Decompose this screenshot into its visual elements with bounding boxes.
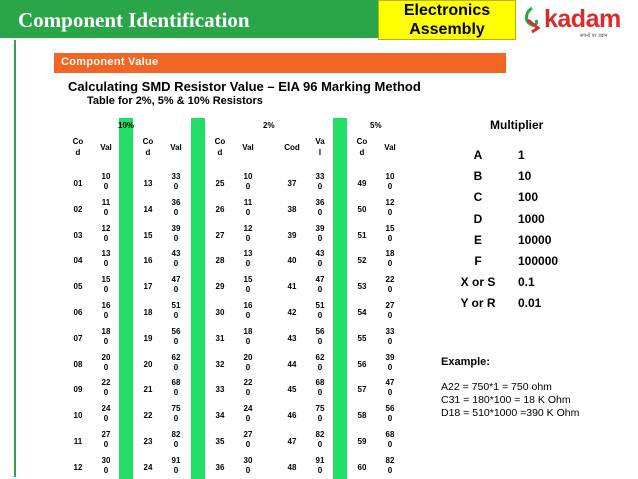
table-cell-code: 15 bbox=[143, 230, 153, 240]
table-cell-value: 27 0 bbox=[243, 430, 253, 449]
table-cell-code: 20 bbox=[143, 359, 153, 369]
table-cell-value: 27 0 bbox=[385, 301, 395, 320]
table-cell-code: 48 bbox=[287, 462, 297, 472]
table-cell-value: 22 0 bbox=[385, 275, 395, 295]
multiplier-code: Y or R bbox=[460, 296, 496, 311]
table-cell-value: 20 0 bbox=[101, 352, 111, 372]
tolerance-label: 2% bbox=[263, 121, 275, 130]
column-header-code: Cod bbox=[284, 143, 300, 152]
table-cell-value: 68 0 bbox=[385, 430, 395, 449]
column-header-val: Val bbox=[100, 143, 112, 152]
example-line: D18 = 510*1000 =390 K Ohm bbox=[441, 407, 580, 419]
table-cell-code: 38 bbox=[287, 204, 297, 214]
table-cell-code: 35 bbox=[215, 437, 225, 446]
table-cell-value: 56 0 bbox=[385, 404, 395, 424]
badge-line-1: Electronics bbox=[403, 2, 491, 19]
table-cell-code: 28 bbox=[215, 256, 225, 266]
table-cell-code: 30 bbox=[215, 308, 225, 317]
header-band bbox=[0, 0, 378, 38]
header bbox=[0, 0, 638, 40]
table-cell-value: 75 0 bbox=[171, 404, 181, 424]
table-cell-code: 29 bbox=[215, 282, 225, 292]
column-header-code: Co d bbox=[356, 137, 368, 157]
table-cell-value: 30 0 bbox=[243, 455, 253, 475]
example-line: C31 = 180*100 = 18 K Ohm bbox=[441, 394, 571, 406]
table-cell-value: 82 0 bbox=[385, 455, 395, 475]
table-cell-code: 60 bbox=[357, 462, 367, 472]
table-cell-value: 15 0 bbox=[385, 223, 395, 243]
table-cell-code: 07 bbox=[73, 333, 83, 343]
table-cell-value: 12 0 bbox=[243, 223, 253, 243]
table-cell-code: 02 bbox=[73, 204, 83, 214]
table-cell-code: 27 bbox=[215, 230, 225, 240]
table-cell-value: 91 0 bbox=[171, 455, 181, 475]
table-cell-value: 62 0 bbox=[315, 352, 325, 372]
table-cell-value: 16 0 bbox=[101, 301, 111, 320]
table-cell-code: 50 bbox=[357, 204, 367, 214]
table-cell-value: 15 0 bbox=[101, 275, 111, 295]
table-cell-value: 33 0 bbox=[171, 172, 181, 191]
multiplier-value: 1 bbox=[518, 148, 525, 162]
table-cell-value: 36 0 bbox=[171, 197, 181, 217]
table-cell-value: 18 0 bbox=[101, 326, 111, 346]
tolerance-label: 5% bbox=[370, 121, 382, 130]
table-cell-value: 12 0 bbox=[101, 223, 111, 243]
table-cell-value: 15 0 bbox=[243, 275, 253, 295]
table-cell-value: 39 0 bbox=[171, 223, 181, 243]
multiplier-code: A bbox=[473, 148, 483, 162]
table-cell-value: 39 0 bbox=[385, 352, 395, 372]
table-cell-value: 11 0 bbox=[243, 197, 253, 217]
table-cell-code: 36 bbox=[215, 462, 225, 472]
table-cell-code: 17 bbox=[143, 282, 153, 292]
table-cell-code: 44 bbox=[287, 359, 297, 369]
table-cell-value: 33 0 bbox=[315, 172, 325, 191]
table-cell-value: 16 0 bbox=[243, 301, 253, 320]
table-cell-code: 13 bbox=[143, 179, 153, 188]
table-cell-code: 56 bbox=[357, 359, 367, 369]
multiplier-value: 100 bbox=[518, 190, 539, 205]
table-cell-code: 34 bbox=[215, 411, 225, 421]
table-cell-code: 03 bbox=[73, 230, 83, 240]
table-cell-value: 56 0 bbox=[171, 326, 181, 346]
column-header-code: Co d bbox=[142, 137, 154, 157]
logo-text: kadam bbox=[544, 5, 621, 33]
table-cell-code: 24 bbox=[143, 462, 153, 472]
multiplier-value: 10000 bbox=[518, 232, 552, 247]
table-cell-value: 10 0 bbox=[243, 172, 253, 191]
table-cell-code: 52 bbox=[357, 256, 367, 266]
table-cell-value: 68 0 bbox=[171, 378, 181, 398]
table-cell-value: 82 0 bbox=[171, 430, 181, 449]
table-cell-code: 45 bbox=[287, 385, 297, 395]
ekadam-logo bbox=[520, 2, 636, 40]
column-header-val: Val bbox=[242, 143, 254, 152]
table-cell-value: 12 0 bbox=[385, 197, 395, 217]
table-cell-value: 68 0 bbox=[315, 378, 325, 398]
table-cell-value: 51 0 bbox=[315, 301, 325, 320]
table-cell-code: 05 bbox=[73, 282, 83, 292]
table-cell-code: 09 bbox=[73, 385, 83, 395]
logo-mark-icon bbox=[522, 6, 544, 34]
table-cell-code: 40 bbox=[287, 256, 297, 266]
column-header-code: Co d bbox=[72, 137, 84, 157]
section-label: Component Value bbox=[61, 56, 159, 68]
column-header-val: Va l bbox=[315, 137, 325, 157]
multiplier-value: 100000 bbox=[518, 254, 559, 268]
table-cell-code: 58 bbox=[357, 411, 367, 421]
table-cell-code: 49 bbox=[357, 179, 367, 188]
column-header-code: Co d bbox=[214, 137, 226, 157]
table-cell-code: 31 bbox=[215, 333, 225, 343]
table-cell-value: 27 0 bbox=[101, 430, 111, 449]
table-cell-code: 18 bbox=[143, 308, 153, 317]
table-cell-value: 56 0 bbox=[315, 326, 325, 346]
table-cell-code: 10 bbox=[73, 411, 83, 421]
table-cell-value: 10 0 bbox=[101, 172, 111, 191]
tolerance-separator bbox=[191, 118, 205, 479]
table-cell-value: 36 0 bbox=[315, 197, 325, 217]
table-cell-value: 11 0 bbox=[101, 197, 111, 217]
multiplier-code: C bbox=[473, 190, 483, 205]
table-cell-value: 75 0 bbox=[315, 404, 325, 424]
table-cell-code: 39 bbox=[287, 230, 297, 240]
table-cell-code: 14 bbox=[143, 204, 153, 214]
table-cell-value: 22 0 bbox=[101, 378, 111, 398]
table-cell-value: 43 0 bbox=[171, 249, 181, 269]
table-cell-code: 54 bbox=[357, 308, 367, 317]
table-cell-code: 25 bbox=[215, 179, 225, 188]
table-cell-code: 16 bbox=[143, 256, 153, 266]
table-cell-code: 55 bbox=[357, 333, 367, 343]
table-cell-code: 41 bbox=[287, 282, 297, 292]
example-title: Example: bbox=[441, 356, 490, 368]
table-cell-code: 04 bbox=[73, 256, 83, 266]
table-cell-code: 22 bbox=[143, 411, 153, 421]
table-cell-code: 32 bbox=[215, 359, 225, 369]
page-title: Component Identification bbox=[18, 8, 250, 32]
tolerance-separator bbox=[333, 118, 347, 479]
table-cell-value: 24 0 bbox=[101, 404, 111, 424]
table-cell-code: 26 bbox=[215, 204, 225, 214]
example-line: A22 = 750*1 = 750 ohm bbox=[441, 381, 552, 393]
table-cell-code: 47 bbox=[287, 437, 297, 446]
table-cell-code: 42 bbox=[287, 308, 297, 317]
multiplier-value: 0.1 bbox=[518, 275, 535, 290]
table-cell-value: 91 0 bbox=[315, 455, 325, 475]
table-cell-code: 43 bbox=[287, 333, 297, 343]
table-cell-code: 06 bbox=[73, 308, 83, 317]
logo-tagline: सपनों पर उड़ान bbox=[580, 33, 608, 39]
table-cell-value: 30 0 bbox=[101, 455, 111, 475]
tolerance-separator bbox=[119, 118, 133, 479]
multiplier-code: E bbox=[473, 232, 482, 247]
multiplier-title: Multiplier bbox=[490, 118, 544, 132]
table-cell-code: 23 bbox=[143, 437, 153, 446]
multiplier-code: D bbox=[473, 211, 483, 226]
table-cell-value: 13 0 bbox=[101, 249, 111, 269]
table-cell-value: 18 0 bbox=[385, 249, 395, 269]
multiplier-value: 0.01 bbox=[518, 296, 542, 311]
multiplier-code: X or S bbox=[460, 275, 496, 290]
table-cell-code: 53 bbox=[357, 282, 367, 292]
table-cell-code: 57 bbox=[357, 385, 367, 395]
section-bar bbox=[54, 53, 506, 73]
table-cell-value: 33 0 bbox=[385, 326, 395, 346]
badge-line-2: Assembly bbox=[409, 21, 485, 38]
table-cell-value: 47 0 bbox=[315, 275, 325, 295]
table-cell-value: 13 0 bbox=[243, 249, 253, 269]
table-cell-value: 51 0 bbox=[171, 301, 181, 320]
table-cell-code: 21 bbox=[143, 385, 153, 395]
course-badge bbox=[378, 0, 516, 40]
table-cell-value: 22 0 bbox=[243, 378, 253, 398]
table-cell-code: 12 bbox=[73, 462, 83, 472]
multiplier-code: F bbox=[474, 254, 482, 268]
multiplier-code: B bbox=[473, 169, 483, 184]
table-cell-value: 47 0 bbox=[171, 275, 181, 295]
table-cell-code: 01 bbox=[73, 179, 83, 188]
multiplier-value: 1000 bbox=[518, 211, 545, 226]
table-cell-code: 46 bbox=[287, 411, 297, 421]
table-cell-value: 24 0 bbox=[243, 404, 253, 424]
table-cell-value: 39 0 bbox=[315, 223, 325, 243]
table-cell-code: 19 bbox=[143, 333, 153, 343]
left-rule bbox=[14, 40, 16, 477]
multiplier-value: 10 bbox=[518, 169, 532, 184]
table-subtitle: Table for 2%, 5% & 10% Resistors bbox=[87, 95, 263, 107]
table-cell-value: 18 0 bbox=[243, 326, 253, 346]
column-header-val: Val bbox=[384, 143, 396, 152]
table-cell-value: 82 0 bbox=[315, 430, 325, 449]
table-cell-value: 62 0 bbox=[171, 352, 181, 372]
table-cell-code: 08 bbox=[73, 359, 83, 369]
table-cell-value: 47 0 bbox=[385, 378, 395, 398]
table-cell-value: 10 0 bbox=[385, 172, 395, 191]
table-cell-code: 11 bbox=[73, 437, 83, 446]
table-title: Calculating SMD Resistor Value – EIA 96 Marking Method bbox=[68, 79, 421, 94]
table-cell-code: 59 bbox=[357, 437, 367, 446]
tolerance-label: 10% bbox=[118, 121, 135, 130]
table-cell-code: 33 bbox=[215, 385, 225, 395]
column-header-val: Val bbox=[170, 143, 182, 152]
table-cell-value: 43 0 bbox=[315, 249, 325, 269]
table-cell-value: 20 0 bbox=[243, 352, 253, 372]
table-cell-code: 37 bbox=[287, 179, 297, 188]
table-cell-code: 51 bbox=[357, 230, 367, 240]
